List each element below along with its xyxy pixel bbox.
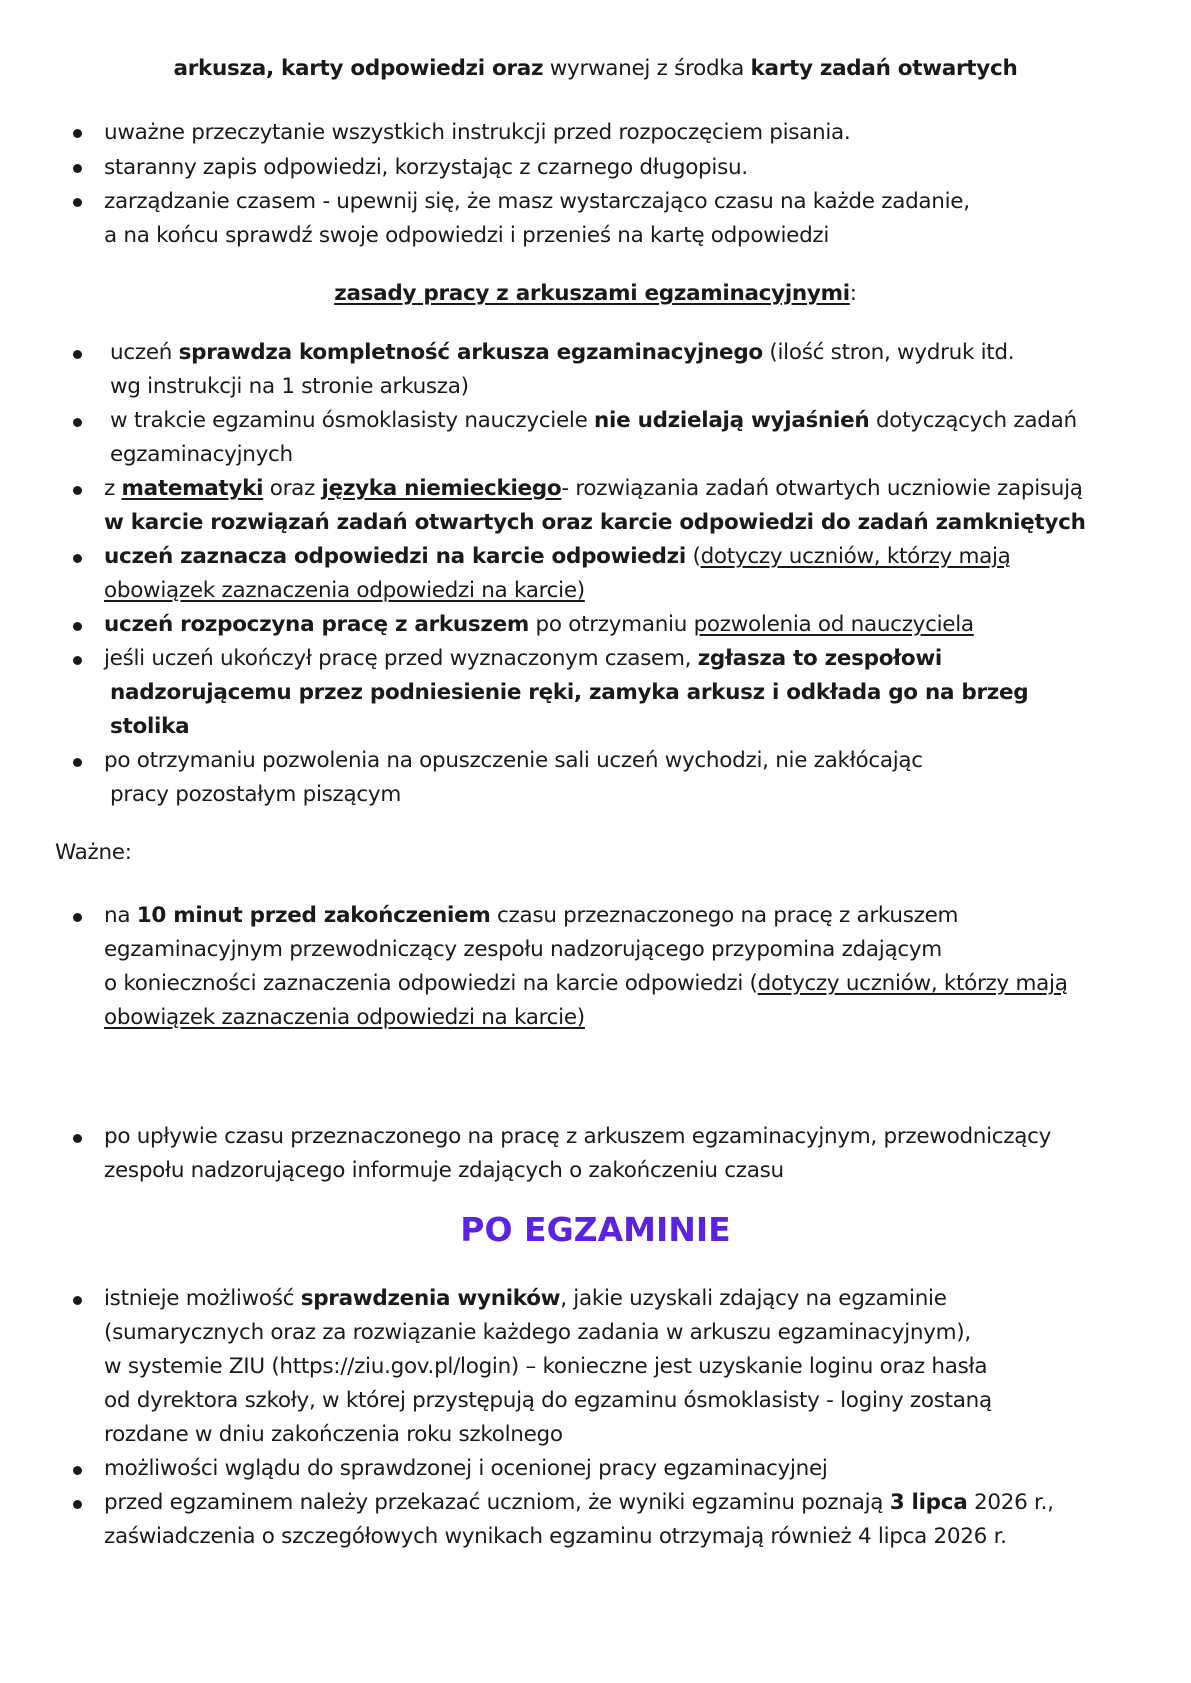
- intro-text: wyrwanej z środka: [543, 56, 751, 81]
- bullet-icon: [73, 622, 82, 631]
- rule-underlined: pozwolenia od nauczyciela: [693, 612, 974, 637]
- rule-text: w trakcie egzaminu ósmoklasisty nauczyciele: [110, 408, 595, 433]
- bullet-icon: [73, 554, 82, 563]
- rule-item-cont: egzaminacyjnych: [110, 442, 293, 467]
- bullet-icon: [73, 486, 82, 495]
- important-item-cont: [104, 967, 1068, 1001]
- rule-item-cont: w karcie rozwiązań zadań otwartych oraz karcie odpowiedzi do zadań zamkniętych: [104, 510, 1086, 535]
- after-item-cont: w systemie ZIU (https://ziu.gov.pl/login) – konieczne jest uzyskanie loginu oraz hasła: [104, 1354, 988, 1379]
- after-text: przed egzaminem należy przekazać uczniom, że wyniki egzaminu poznają: [104, 1490, 890, 1515]
- rule-text: oraz: [263, 476, 322, 501]
- after-item: możliwości wglądu do sprawdzonej i ocenionej pracy egzaminacyjnej: [104, 1456, 828, 1481]
- rule-item: [104, 642, 942, 676]
- important-text: na: [104, 903, 137, 928]
- important-item: po upływie czasu przeznaczonego na pracę z arkuszem egzaminacyjnym, przewodniczący: [104, 1124, 1052, 1149]
- rule-bold: uczeń zaznacza odpowiedzi na karcie odpowiedzi: [104, 544, 686, 569]
- rule-item-cont: stolika: [110, 714, 190, 739]
- important-underlined: dotyczy uczniów, którzy mają: [757, 971, 1068, 996]
- rule-text: jeśli uczeń ukończył pracę przed wyznaczonym czasem,: [104, 646, 698, 671]
- after-text: 2026 r.,: [967, 1490, 1054, 1515]
- after-item: [104, 1282, 947, 1316]
- rule-bold: sprawdza kompletność arkusza egzaminacyjnego: [178, 340, 763, 365]
- after-item-cont: (sumarycznych oraz za rozwiązanie każdego zadania w arkuszu egzaminacyjnym),: [104, 1320, 971, 1345]
- tip-item-cont: a na końcu sprawdź swoje odpowiedzi i przenieś na kartę odpowiedzi: [104, 223, 830, 248]
- after-text: istnieje możliwość: [104, 1286, 301, 1311]
- rule-text: po otrzymaniu: [528, 612, 694, 637]
- rules-heading: [0, 277, 1191, 311]
- rule-text: z: [104, 476, 122, 501]
- rule-text: (: [685, 544, 701, 569]
- rules-heading-colon: :: [849, 281, 857, 306]
- bullet-icon: [73, 129, 82, 138]
- important-item-cont: obowiązek zaznaczenia odpowiedzi na karcie): [104, 1005, 585, 1030]
- bullet-icon: [73, 164, 82, 173]
- after-item: [104, 1486, 1054, 1520]
- important-item-cont: egzaminacyjnym przewodniczący zespołu nadzorującego przypomina zdającym: [104, 937, 942, 962]
- bullet-icon: [73, 1500, 82, 1509]
- rule-bold: uczeń rozpoczyna pracę z arkuszem: [104, 612, 529, 637]
- bullet-icon: [73, 656, 82, 665]
- bullet-icon: [73, 198, 82, 207]
- tip-item: zarządzanie czasem - upewnij się, że masz wystarczająco czasu na każde zadanie,: [104, 189, 970, 214]
- rule-text: dotyczących zadań: [869, 408, 1077, 433]
- rule-bold: zgłasza to zespołowi: [697, 646, 942, 671]
- after-item-cont: od dyrektora szkoły, w której przystępują do egzaminu ósmoklasisty - loginy zostaną: [104, 1388, 992, 1413]
- after-text: , jakie uzyskali zdający na egzaminie: [560, 1286, 947, 1311]
- after-bold: 3 lipca: [889, 1490, 968, 1515]
- rule-item: [110, 404, 1077, 438]
- rule-bold-underlined: języka niemieckiego: [321, 476, 562, 501]
- bullet-icon: [73, 418, 82, 427]
- intro-bold-2: karty zadań otwartych: [750, 56, 1018, 81]
- rule-item-cont: wg instrukcji na 1 stronie arkusza): [110, 374, 469, 399]
- rule-item: [104, 472, 1083, 506]
- rule-underlined: dotyczy uczniów, którzy mają: [700, 544, 1011, 569]
- bullet-icon: [73, 758, 82, 767]
- important-item-cont: zespołu nadzorującego informuje zdających o zakończeniu czasu: [104, 1158, 784, 1183]
- rules-heading-text: zasady pracy z arkuszami egzaminacyjnymi: [334, 281, 850, 306]
- rule-item-cont: nadzorującemu przez podniesienie ręki, zamyka arkusz i odkłada go na brzeg: [110, 680, 1029, 705]
- bullet-icon: [73, 913, 82, 922]
- important-item: [104, 899, 958, 933]
- after-exam-heading: PO EGZAMINIE: [460, 1210, 731, 1249]
- tip-item: uważne przeczytanie wszystkich instrukcji przed rozpoczęciem pisania.: [104, 120, 851, 145]
- rule-item: po otrzymaniu pozwolenia na opuszczenie sali uczeń wychodzi, nie zakłócając: [104, 748, 923, 773]
- rule-text: (ilość stron, wydruk itd.: [762, 340, 1015, 365]
- after-item-cont: zaświadczenia o szczegółowych wynikach egzaminu otrzymają również 4 lipca 2026 r.: [104, 1524, 1007, 1549]
- bullet-icon: [73, 1134, 82, 1143]
- after-bold: sprawdzenia wyników: [300, 1286, 561, 1311]
- intro-line: [0, 52, 1191, 86]
- rule-item: [110, 336, 1014, 370]
- rule-item-cont: pracy pozostałym piszącym: [110, 782, 401, 807]
- rule-text: uczeń: [110, 340, 179, 365]
- rule-item-cont: obowiązek zaznaczenia odpowiedzi na karcie): [104, 578, 585, 603]
- rule-bold: nie udzielają wyjaśnień: [594, 408, 870, 433]
- rule-text: - rozwiązania zadań otwartych uczniowie zapisują: [561, 476, 1083, 501]
- after-item-cont: rozdane w dniu zakończenia roku szkolnego: [104, 1422, 563, 1447]
- bullet-icon: [73, 1466, 82, 1475]
- important-label: Ważne:: [55, 840, 132, 865]
- rule-item: [104, 540, 1011, 574]
- rule-item: [104, 608, 974, 642]
- tip-item: staranny zapis odpowiedzi, korzystając z czarnego długopisu.: [104, 155, 748, 180]
- rule-bold-underlined: matematyki: [121, 476, 264, 501]
- important-text: czasu przeznaczonego na pracę z arkuszem: [490, 903, 959, 928]
- intro-bold-1: arkusza, karty odpowiedzi oraz: [173, 56, 544, 81]
- important-text: o konieczności zaznaczenia odpowiedzi na karcie odpowiedzi (: [104, 971, 758, 996]
- bullet-icon: [73, 1296, 82, 1305]
- important-bold: 10 minut przed zakończeniem: [136, 903, 491, 928]
- bullet-icon: [73, 350, 82, 359]
